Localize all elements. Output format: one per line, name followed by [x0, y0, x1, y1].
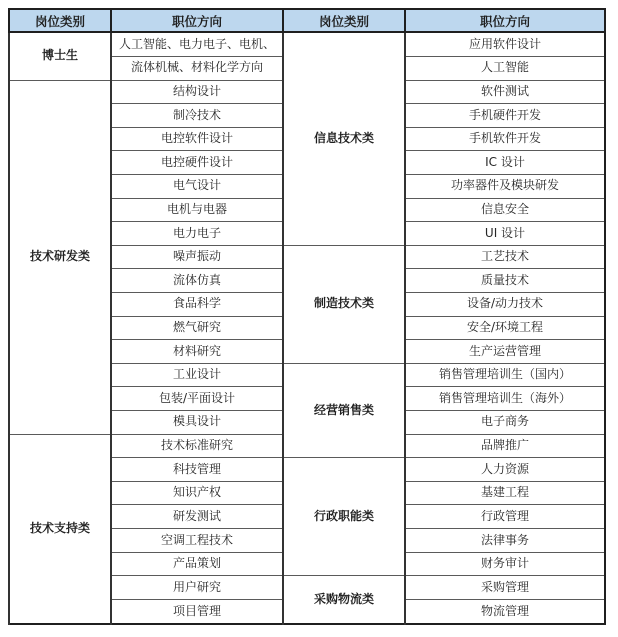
table-row — [9, 32, 605, 56]
header-row — [9, 9, 605, 32]
right-direction-cell: 品牌推广 — [405, 434, 605, 458]
right-direction-cell: 信息安全 — [405, 198, 605, 222]
header-cell-category-left: 岗位类别 — [9, 9, 111, 32]
left-direction-cell: 包装/平面设计 — [111, 387, 283, 411]
right-direction-cell: 销售管理培训生（国内） — [405, 363, 605, 387]
left-direction-cell: 项目管理 — [111, 599, 283, 624]
left-direction-cell: 空调工程技术 — [111, 529, 283, 553]
left-direction-cell: 流体机械、材料化学方向 — [111, 56, 283, 80]
left-direction-cell: 模具设计 — [111, 411, 283, 435]
right-category-cell: 经营销售类 — [283, 363, 405, 457]
right-direction-cell: 财务审计 — [405, 552, 605, 576]
left-direction-cell: 知识产权 — [111, 481, 283, 505]
header-cell-category-right: 岗位类别 — [283, 9, 405, 32]
left-direction-cell: 电控硬件设计 — [111, 151, 283, 175]
left-direction-cell: 电气设计 — [111, 174, 283, 198]
right-direction-cell: 人工智能 — [405, 56, 605, 80]
right-direction-cell: 电子商务 — [405, 411, 605, 435]
right-category-cell: 信息技术类 — [283, 32, 405, 245]
right-direction-cell: 基建工程 — [405, 481, 605, 505]
right-direction-cell: UI 设计 — [405, 222, 605, 246]
left-direction-cell: 电力电子 — [111, 222, 283, 246]
left-direction-cell: 材料研究 — [111, 340, 283, 364]
left-direction-cell: 电控软件设计 — [111, 127, 283, 151]
left-direction-cell: 结构设计 — [111, 80, 283, 104]
right-direction-cell: 行政管理 — [405, 505, 605, 529]
left-direction-cell: 流体仿真 — [111, 269, 283, 293]
left-direction-cell: 工业设计 — [111, 363, 283, 387]
left-direction-cell: 研发测试 — [111, 505, 283, 529]
right-direction-cell: 手机硬件开发 — [405, 104, 605, 128]
left-direction-cell: 电机与电器 — [111, 198, 283, 222]
left-category-cell: 博士生 — [9, 32, 111, 80]
job-categories-table — [8, 8, 606, 625]
right-direction-cell: 应用软件设计 — [405, 32, 605, 56]
right-direction-cell: 生产运营管理 — [405, 340, 605, 364]
left-direction-cell: 燃气研究 — [111, 316, 283, 340]
left-direction-cell: 用户研究 — [111, 576, 283, 600]
left-direction-cell: 制冷技术 — [111, 104, 283, 128]
right-direction-cell: 物流管理 — [405, 599, 605, 624]
right-category-cell: 制造技术类 — [283, 245, 405, 363]
right-direction-cell: IC 设计 — [405, 151, 605, 175]
right-direction-cell: 法律事务 — [405, 529, 605, 553]
header-cell-direction-left: 职位方向 — [111, 9, 283, 32]
right-direction-cell: 工艺技术 — [405, 245, 605, 269]
right-direction-cell: 软件测试 — [405, 80, 605, 104]
left-category-cell: 技术支持类 — [9, 434, 111, 624]
left-direction-cell: 人工智能、电力电子、电机、 — [111, 32, 283, 56]
right-category-cell: 采购物流类 — [283, 576, 405, 624]
left-category-cell: 技术研发类 — [9, 80, 111, 434]
right-direction-cell: 采购管理 — [405, 576, 605, 600]
table-header — [9, 9, 605, 32]
right-direction-cell: 设备/动力技术 — [405, 293, 605, 317]
right-direction-cell: 功率器件及模块研发 — [405, 174, 605, 198]
right-direction-cell: 手机软件开发 — [405, 127, 605, 151]
right-direction-cell: 安全/环境工程 — [405, 316, 605, 340]
left-direction-cell: 食品科学 — [111, 293, 283, 317]
right-direction-cell: 销售管理培训生（海外） — [405, 387, 605, 411]
left-direction-cell: 技术标准研究 — [111, 434, 283, 458]
table-body — [9, 32, 605, 624]
left-direction-cell: 噪声振动 — [111, 245, 283, 269]
right-direction-cell: 人力资源 — [405, 458, 605, 482]
right-category-cell: 行政职能类 — [283, 458, 405, 576]
header-cell-direction-right: 职位方向 — [405, 9, 605, 32]
left-direction-cell: 科技管理 — [111, 458, 283, 482]
left-direction-cell: 产品策划 — [111, 552, 283, 576]
right-direction-cell: 质量技术 — [405, 269, 605, 293]
